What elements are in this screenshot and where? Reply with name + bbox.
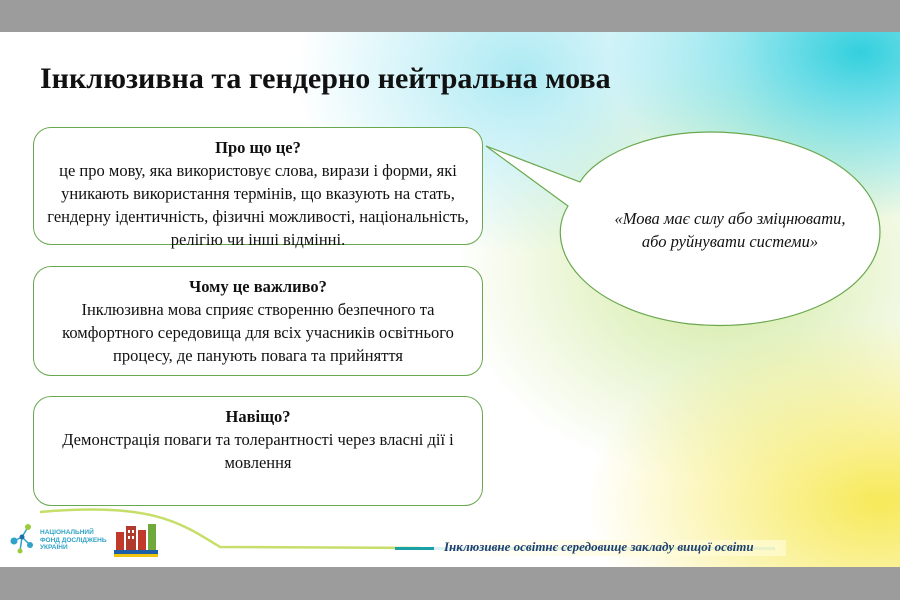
box-heading: Навіщо?: [225, 407, 291, 426]
box-heading: Чому це важливо?: [189, 277, 327, 296]
box-text: Демонстрація поваги та толерантності через власні дії і мовлення: [62, 430, 454, 472]
box-text: Інклюзивна мова сприяє створенню безпечного та комфортного середовища для всіх учасників освітнього процесу, де панують повага та прийняття: [62, 300, 454, 365]
slide-title: Інклюзивна та гендерно нейтральна мова: [40, 62, 611, 95]
box-text: це про мову, яка використовує слова, вирази і форми, які уникають використання термінів, що вказують на стать, гендерну ідентичність, фізичні можливості, національність, релігію чи інші відмінні.: [47, 161, 469, 249]
viewer-top-bar: [0, 0, 900, 32]
viewer-bottom-bar: [0, 567, 900, 600]
info-box-why: [33, 266, 483, 376]
box-heading: Про що це?: [215, 138, 301, 157]
logo-text: НАЦІОНАЛЬНИЙ ФОНД ДОСЛІДЖЕНЬ УКРАЇНИ: [40, 529, 107, 551]
nrfu-logo-icon: [6, 519, 38, 559]
university-logo-icon: [112, 520, 160, 560]
quote-text: «Мова має силу або зміцнювати, або руйнувати системи»: [614, 209, 846, 251]
info-box-what: [33, 127, 483, 249]
info-box-purpose: [33, 396, 483, 506]
slide: [0, 32, 900, 567]
footer-text: Інклюзивне освітнє середовище закладу вищої освіти: [444, 539, 754, 554]
